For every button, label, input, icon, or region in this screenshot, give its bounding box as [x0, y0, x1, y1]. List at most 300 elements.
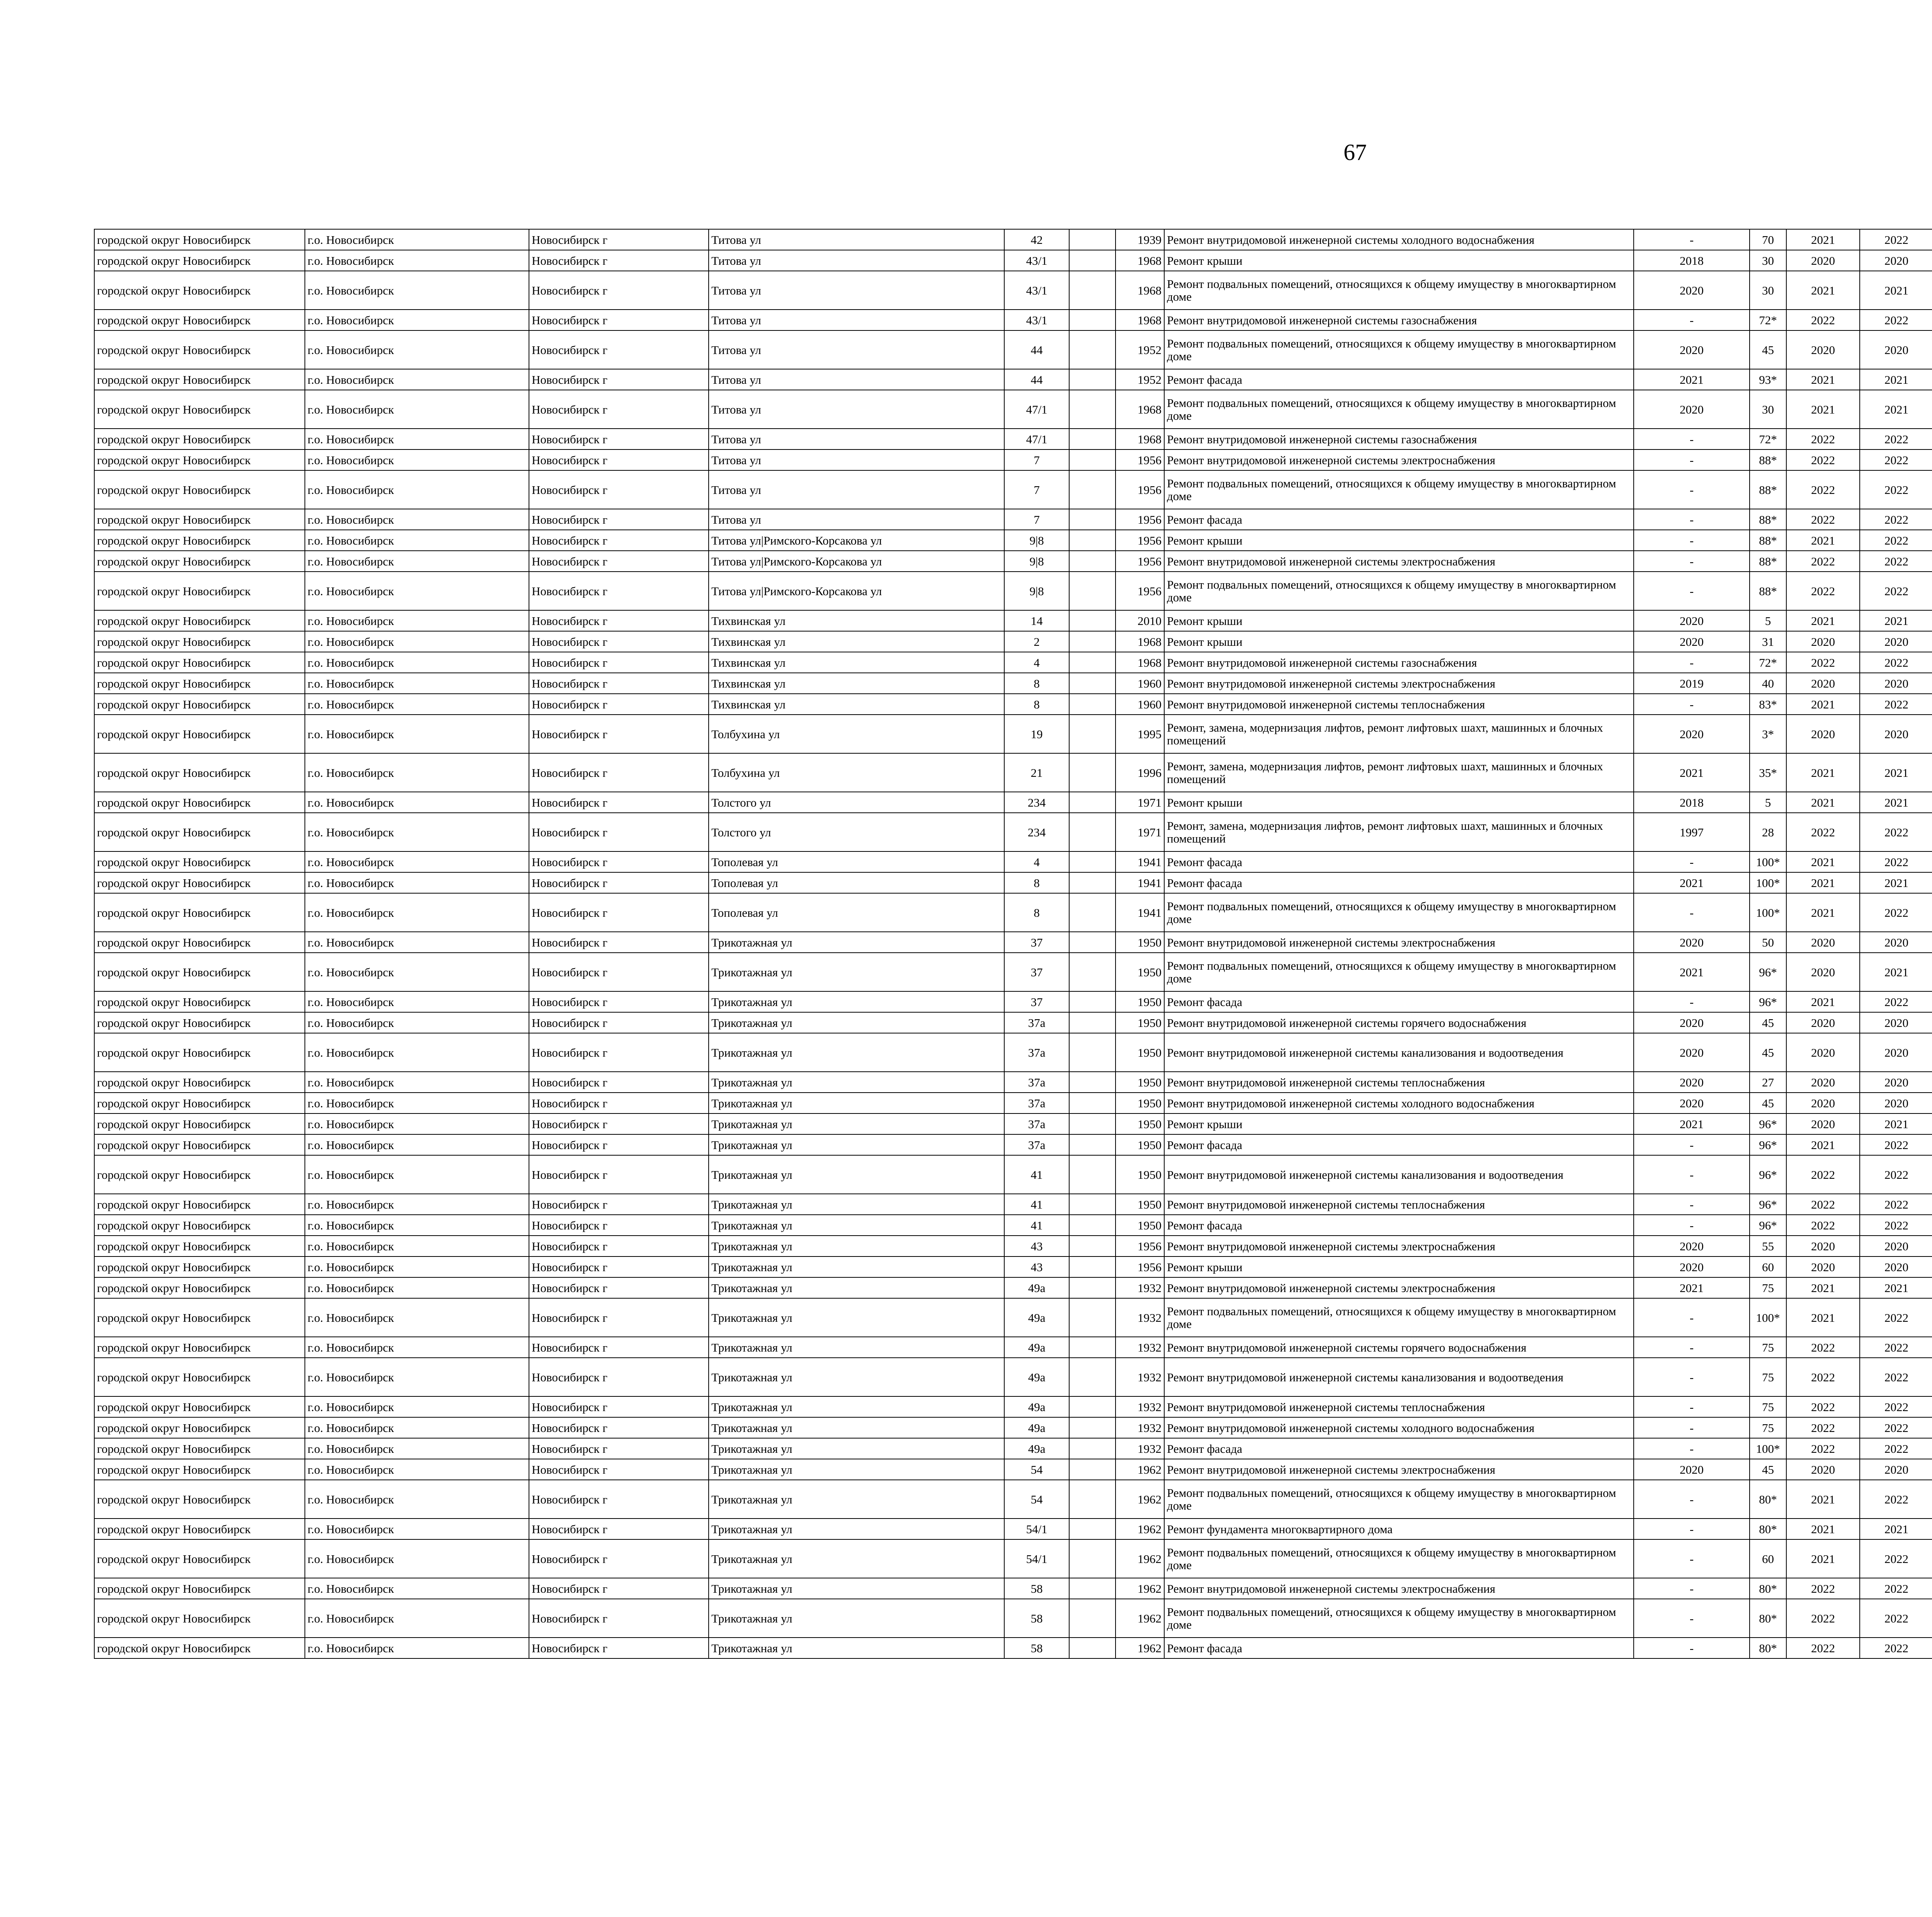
cell-plan-end-year: 2021	[1860, 953, 1932, 991]
cell-last-repair-year: 2020	[1634, 330, 1750, 369]
cell-plan-end-year: 2020	[1860, 932, 1932, 953]
cell-plan-end-year: 2022	[1860, 1599, 1932, 1638]
cell-work-type: Ремонт внутридомовой инженерной системы холодного водоснабжения	[1164, 1417, 1634, 1438]
cell-plan-end-year: 2022	[1860, 991, 1932, 1012]
cell-city: Новосибирск г	[529, 792, 709, 813]
cell-year-built: 1952	[1116, 369, 1164, 390]
cell-street: Тихвинская ул	[709, 652, 1004, 673]
cell-house-number: 9|8	[1004, 572, 1069, 610]
cell-wear-percent: 96*	[1750, 991, 1786, 1012]
table-row	[94, 369, 1932, 390]
cell-year-built: 1956	[1116, 551, 1164, 572]
cell-street: Тихвинская ул	[709, 631, 1004, 652]
cell-plan-end-year: 2022	[1860, 813, 1932, 851]
cell-work-type: Ремонт внутридомовой инженерной системы холодного водоснабжения	[1164, 1093, 1634, 1113]
cell-last-repair-year: -	[1634, 1134, 1750, 1155]
cell-municipality: городской округ Новосибирск	[94, 893, 305, 932]
cell-city: Новосибирск г	[529, 1215, 709, 1236]
cell-wear-percent: 45	[1750, 330, 1786, 369]
cell-building	[1069, 1298, 1116, 1337]
table-row	[94, 1113, 1932, 1134]
cell-street: Трикотажная ул	[709, 1215, 1004, 1236]
cell-building	[1069, 530, 1116, 551]
cell-settlement-district: г.о. Новосибирск	[305, 1236, 529, 1256]
cell-city: Новосибирск г	[529, 610, 709, 631]
cell-wear-percent: 96*	[1750, 1194, 1786, 1215]
cell-work-type: Ремонт внутридомовой инженерной системы электроснабжения	[1164, 551, 1634, 572]
cell-year-built: 1960	[1116, 694, 1164, 715]
cell-municipality: городской округ Новосибирск	[94, 470, 305, 509]
table-row	[94, 1599, 1932, 1638]
cell-settlement-district: г.о. Новосибирск	[305, 310, 529, 330]
cell-municipality: городской округ Новосибирск	[94, 932, 305, 953]
cell-plan-start-year: 2022	[1786, 470, 1860, 509]
cell-city: Новосибирск г	[529, 753, 709, 792]
cell-settlement-district: г.о. Новосибирск	[305, 429, 529, 449]
cell-last-repair-year: 1997	[1634, 813, 1750, 851]
cell-street: Титова ул	[709, 449, 1004, 470]
table-row	[94, 1155, 1932, 1194]
cell-year-built: 1932	[1116, 1277, 1164, 1298]
cell-house-number: 49а	[1004, 1298, 1069, 1337]
cell-settlement-district: г.о. Новосибирск	[305, 1459, 529, 1480]
cell-plan-end-year: 2022	[1860, 551, 1932, 572]
cell-municipality: городской округ Новосибирск	[94, 250, 305, 271]
table-row	[94, 1638, 1932, 1658]
cell-house-number: 43/1	[1004, 250, 1069, 271]
cell-year-built: 1950	[1116, 1194, 1164, 1215]
cell-settlement-district: г.о. Новосибирск	[305, 1277, 529, 1298]
cell-city: Новосибирск г	[529, 390, 709, 429]
cell-last-repair-year: -	[1634, 1358, 1750, 1396]
cell-house-number: 4	[1004, 851, 1069, 872]
cell-city: Новосибирск г	[529, 1256, 709, 1277]
cell-municipality: городской округ Новосибирск	[94, 1298, 305, 1337]
cell-work-type: Ремонт фасада	[1164, 509, 1634, 530]
cell-wear-percent: 88*	[1750, 572, 1786, 610]
cell-year-built: 1956	[1116, 1236, 1164, 1256]
cell-settlement-district: г.о. Новосибирск	[305, 1256, 529, 1277]
cell-last-repair-year: -	[1634, 1638, 1750, 1658]
cell-last-repair-year: -	[1634, 991, 1750, 1012]
cell-year-built: 1962	[1116, 1519, 1164, 1539]
cell-municipality: городской округ Новосибирск	[94, 1033, 305, 1072]
cell-settlement-district: г.о. Новосибирск	[305, 813, 529, 851]
table-row	[94, 1134, 1932, 1155]
cell-municipality: городской округ Новосибирск	[94, 1578, 305, 1599]
cell-plan-start-year: 2021	[1786, 694, 1860, 715]
table-row	[94, 753, 1932, 792]
cell-last-repair-year: 2020	[1634, 715, 1750, 753]
cell-settlement-district: г.о. Новосибирск	[305, 631, 529, 652]
cell-last-repair-year: 2021	[1634, 1113, 1750, 1134]
cell-house-number: 37	[1004, 991, 1069, 1012]
cell-building	[1069, 1033, 1116, 1072]
cell-street: Тихвинская ул	[709, 694, 1004, 715]
cell-wear-percent: 100*	[1750, 893, 1786, 932]
cell-street: Толбухина ул	[709, 715, 1004, 753]
table-row	[94, 1337, 1932, 1358]
cell-year-built: 1962	[1116, 1459, 1164, 1480]
cell-municipality: городской округ Новосибирск	[94, 1358, 305, 1396]
table-row	[94, 694, 1932, 715]
cell-municipality: городской округ Новосибирск	[94, 1134, 305, 1155]
cell-year-built: 1962	[1116, 1578, 1164, 1599]
cell-plan-end-year: 2021	[1860, 271, 1932, 310]
cell-work-type: Ремонт подвальных помещений, относящихся к общему имуществу в многоквартирном доме	[1164, 470, 1634, 509]
cell-plan-start-year: 2020	[1786, 250, 1860, 271]
cell-plan-end-year: 2022	[1860, 851, 1932, 872]
cell-building	[1069, 1256, 1116, 1277]
cell-house-number: 49а	[1004, 1417, 1069, 1438]
cell-municipality: городской округ Новосибирск	[94, 652, 305, 673]
cell-settlement-district: г.о. Новосибирск	[305, 271, 529, 310]
table-row	[94, 572, 1932, 610]
cell-plan-start-year: 2022	[1786, 1417, 1860, 1438]
cell-work-type: Ремонт подвальных помещений, относящихся к общему имуществу в многоквартирном доме	[1164, 390, 1634, 429]
cell-plan-end-year: 2020	[1860, 1236, 1932, 1256]
table-row	[94, 449, 1932, 470]
cell-street: Трикотажная ул	[709, 1155, 1004, 1194]
cell-plan-end-year: 2022	[1860, 694, 1932, 715]
cell-city: Новосибирск г	[529, 229, 709, 250]
cell-settlement-district: г.о. Новосибирск	[305, 390, 529, 429]
cell-work-type: Ремонт внутридомовой инженерной системы горячего водоснабжения	[1164, 1012, 1634, 1033]
cell-wear-percent: 55	[1750, 1236, 1786, 1256]
cell-building	[1069, 932, 1116, 953]
cell-municipality: городской округ Новосибирск	[94, 551, 305, 572]
cell-last-repair-year: 2021	[1634, 872, 1750, 893]
cell-street: Трикотажная ул	[709, 1256, 1004, 1277]
cell-plan-end-year: 2022	[1860, 1134, 1932, 1155]
cell-city: Новосибирск г	[529, 1277, 709, 1298]
cell-street: Трикотажная ул	[709, 1396, 1004, 1417]
cell-house-number: 8	[1004, 673, 1069, 694]
cell-wear-percent: 45	[1750, 1093, 1786, 1113]
cell-plan-start-year: 2022	[1786, 449, 1860, 470]
cell-street: Тополевая ул	[709, 893, 1004, 932]
cell-wear-percent: 75	[1750, 1417, 1786, 1438]
cell-building	[1069, 390, 1116, 429]
cell-street: Тихвинская ул	[709, 610, 1004, 631]
cell-last-repair-year: -	[1634, 449, 1750, 470]
cell-house-number: 9|8	[1004, 551, 1069, 572]
cell-work-type: Ремонт фасада	[1164, 851, 1634, 872]
cell-building	[1069, 1459, 1116, 1480]
cell-municipality: городской округ Новосибирск	[94, 1155, 305, 1194]
cell-building	[1069, 813, 1116, 851]
cell-work-type: Ремонт подвальных помещений, относящихся к общему имуществу в многоквартирном доме	[1164, 1480, 1634, 1519]
cell-plan-start-year: 2021	[1786, 1277, 1860, 1298]
cell-settlement-district: г.о. Новосибирск	[305, 1358, 529, 1396]
cell-plan-start-year: 2022	[1786, 1215, 1860, 1236]
table-row	[94, 610, 1932, 631]
cell-settlement-district: г.о. Новосибирск	[305, 1539, 529, 1578]
cell-plan-end-year: 2022	[1860, 572, 1932, 610]
cell-last-repair-year: 2020	[1634, 1236, 1750, 1256]
cell-municipality: городской округ Новосибирск	[94, 310, 305, 330]
cell-work-type: Ремонт внутридомовой инженерной системы электроснабжения	[1164, 932, 1634, 953]
cell-last-repair-year: -	[1634, 1578, 1750, 1599]
cell-settlement-district: г.о. Новосибирск	[305, 1134, 529, 1155]
cell-last-repair-year: -	[1634, 530, 1750, 551]
cell-year-built: 1995	[1116, 715, 1164, 753]
cell-building	[1069, 509, 1116, 530]
table-row	[94, 1459, 1932, 1480]
cell-city: Новосибирск г	[529, 1134, 709, 1155]
cell-house-number: 58	[1004, 1578, 1069, 1599]
cell-building	[1069, 1277, 1116, 1298]
cell-plan-end-year: 2020	[1860, 1459, 1932, 1480]
cell-building	[1069, 271, 1116, 310]
cell-wear-percent: 80*	[1750, 1578, 1786, 1599]
cell-plan-start-year: 2021	[1786, 1519, 1860, 1539]
cell-city: Новосибирск г	[529, 1396, 709, 1417]
cell-wear-percent: 88*	[1750, 509, 1786, 530]
cell-work-type: Ремонт внутридомовой инженерной системы газоснабжения	[1164, 652, 1634, 673]
cell-plan-start-year: 2022	[1786, 310, 1860, 330]
cell-last-repair-year: 2020	[1634, 631, 1750, 652]
cell-last-repair-year: -	[1634, 1438, 1750, 1459]
cell-street: Трикотажная ул	[709, 1072, 1004, 1093]
cell-house-number: 49а	[1004, 1337, 1069, 1358]
cell-street: Титова ул	[709, 470, 1004, 509]
page-number: 67	[1344, 140, 1367, 165]
cell-plan-end-year: 2022	[1860, 1337, 1932, 1358]
cell-city: Новосибирск г	[529, 1155, 709, 1194]
cell-city: Новосибирск г	[529, 1417, 709, 1438]
cell-last-repair-year: -	[1634, 429, 1750, 449]
cell-wear-percent: 88*	[1750, 449, 1786, 470]
cell-year-built: 1956	[1116, 1256, 1164, 1277]
table-row	[94, 1519, 1932, 1539]
cell-last-repair-year: 2020	[1634, 1033, 1750, 1072]
table-row	[94, 673, 1932, 694]
cell-building	[1069, 330, 1116, 369]
table-row	[94, 470, 1932, 509]
cell-house-number: 47/1	[1004, 390, 1069, 429]
table-row	[94, 893, 1932, 932]
cell-wear-percent: 72*	[1750, 310, 1786, 330]
cell-work-type: Ремонт подвальных помещений, относящихся к общему имуществу в многоквартирном доме	[1164, 1539, 1634, 1578]
cell-house-number: 234	[1004, 792, 1069, 813]
table-row	[94, 1277, 1932, 1298]
cell-wear-percent: 40	[1750, 673, 1786, 694]
cell-plan-end-year: 2020	[1860, 1033, 1932, 1072]
cell-building	[1069, 470, 1116, 509]
cell-street: Трикотажная ул	[709, 1033, 1004, 1072]
cell-house-number: 7	[1004, 509, 1069, 530]
cell-last-repair-year: -	[1634, 551, 1750, 572]
cell-municipality: городской округ Новосибирск	[94, 1417, 305, 1438]
cell-plan-end-year: 2020	[1860, 250, 1932, 271]
cell-year-built: 1932	[1116, 1337, 1164, 1358]
cell-house-number: 54	[1004, 1459, 1069, 1480]
cell-year-built: 1950	[1116, 1134, 1164, 1155]
cell-house-number: 43	[1004, 1256, 1069, 1277]
cell-wear-percent: 75	[1750, 1337, 1786, 1358]
cell-municipality: городской округ Новосибирск	[94, 1113, 305, 1134]
cell-settlement-district: г.о. Новосибирск	[305, 1337, 529, 1358]
cell-plan-end-year: 2020	[1860, 330, 1932, 369]
cell-city: Новосибирск г	[529, 872, 709, 893]
cell-wear-percent: 93*	[1750, 369, 1786, 390]
cell-year-built: 1950	[1116, 1155, 1164, 1194]
cell-city: Новосибирск г	[529, 694, 709, 715]
cell-work-type: Ремонт фасада	[1164, 872, 1634, 893]
cell-municipality: городской округ Новосибирск	[94, 1236, 305, 1256]
cell-building	[1069, 715, 1116, 753]
cell-settlement-district: г.о. Новосибирск	[305, 1093, 529, 1113]
cell-street: Трикотажная ул	[709, 1519, 1004, 1539]
cell-house-number: 7	[1004, 470, 1069, 509]
cell-wear-percent: 96*	[1750, 1113, 1786, 1134]
cell-settlement-district: г.о. Новосибирск	[305, 1599, 529, 1638]
cell-building	[1069, 1093, 1116, 1113]
cell-plan-end-year: 2022	[1860, 652, 1932, 673]
cell-plan-end-year: 2022	[1860, 229, 1932, 250]
cell-work-type: Ремонт крыши	[1164, 1256, 1634, 1277]
cell-street: Тополевая ул	[709, 872, 1004, 893]
cell-plan-start-year: 2020	[1786, 631, 1860, 652]
cell-city: Новосибирск г	[529, 429, 709, 449]
cell-plan-start-year: 2021	[1786, 893, 1860, 932]
cell-house-number: 8	[1004, 893, 1069, 932]
cell-plan-end-year: 2020	[1860, 673, 1932, 694]
cell-municipality: городской округ Новосибирск	[94, 1277, 305, 1298]
cell-building	[1069, 851, 1116, 872]
cell-year-built: 1968	[1116, 250, 1164, 271]
cell-municipality: городской округ Новосибирск	[94, 1072, 305, 1093]
cell-plan-start-year: 2021	[1786, 851, 1860, 872]
cell-plan-end-year: 2022	[1860, 1155, 1932, 1194]
cell-wear-percent: 50	[1750, 932, 1786, 953]
table-row	[94, 1358, 1932, 1396]
cell-city: Новосибирск г	[529, 530, 709, 551]
cell-settlement-district: г.о. Новосибирск	[305, 1072, 529, 1093]
cell-last-repair-year: 2021	[1634, 953, 1750, 991]
cell-city: Новосибирск г	[529, 572, 709, 610]
cell-building	[1069, 551, 1116, 572]
cell-work-type: Ремонт внутридомовой инженерной системы газоснабжения	[1164, 310, 1634, 330]
cell-last-repair-year: -	[1634, 1155, 1750, 1194]
cell-plan-end-year: 2022	[1860, 1396, 1932, 1417]
table-row	[94, 229, 1932, 250]
cell-plan-start-year: 2022	[1786, 1438, 1860, 1459]
cell-work-type: Ремонт внутридомовой инженерной системы электроснабжения	[1164, 1236, 1634, 1256]
cell-city: Новосибирск г	[529, 631, 709, 652]
cell-last-repair-year: -	[1634, 694, 1750, 715]
cell-settlement-district: г.о. Новосибирск	[305, 250, 529, 271]
cell-year-built: 1968	[1116, 652, 1164, 673]
cell-house-number: 58	[1004, 1599, 1069, 1638]
cell-house-number: 44	[1004, 330, 1069, 369]
cell-street: Трикотажная ул	[709, 1277, 1004, 1298]
cell-year-built: 1960	[1116, 673, 1164, 694]
cell-work-type: Ремонт крыши	[1164, 530, 1634, 551]
table-row	[94, 1093, 1932, 1113]
table-row	[94, 1539, 1932, 1578]
cell-city: Новосибирск г	[529, 1358, 709, 1396]
table-row	[94, 1298, 1932, 1337]
cell-plan-start-year: 2021	[1786, 753, 1860, 792]
cell-street: Титова ул	[709, 310, 1004, 330]
cell-plan-start-year: 2020	[1786, 1072, 1860, 1093]
cell-plan-end-year: 2022	[1860, 1539, 1932, 1578]
cell-house-number: 49а	[1004, 1438, 1069, 1459]
cell-municipality: городской округ Новосибирск	[94, 330, 305, 369]
cell-city: Новосибирск г	[529, 1337, 709, 1358]
cell-wear-percent: 83*	[1750, 694, 1786, 715]
cell-city: Новосибирск г	[529, 1459, 709, 1480]
cell-street: Титова ул	[709, 250, 1004, 271]
cell-plan-start-year: 2020	[1786, 673, 1860, 694]
cell-work-type: Ремонт фасада	[1164, 369, 1634, 390]
cell-street: Титова ул	[709, 229, 1004, 250]
cell-year-built: 1971	[1116, 792, 1164, 813]
cell-plan-end-year: 2022	[1860, 1638, 1932, 1658]
cell-wear-percent: 3*	[1750, 715, 1786, 753]
cell-year-built: 1962	[1116, 1638, 1164, 1658]
cell-city: Новосибирск г	[529, 310, 709, 330]
cell-building	[1069, 673, 1116, 694]
cell-house-number: 43/1	[1004, 310, 1069, 330]
cell-city: Новосибирск г	[529, 893, 709, 932]
cell-street: Трикотажная ул	[709, 1578, 1004, 1599]
cell-city: Новосибирск г	[529, 330, 709, 369]
cell-work-type: Ремонт фундамента многоквартирного дома	[1164, 1519, 1634, 1539]
cell-house-number: 14	[1004, 610, 1069, 631]
cell-settlement-district: г.о. Новосибирск	[305, 893, 529, 932]
cell-house-number: 37а	[1004, 1012, 1069, 1033]
cell-street: Трикотажная ул	[709, 1638, 1004, 1658]
cell-year-built: 1932	[1116, 1396, 1164, 1417]
cell-work-type: Ремонт фасада	[1164, 991, 1634, 1012]
cell-plan-start-year: 2022	[1786, 813, 1860, 851]
cell-municipality: городской округ Новосибирск	[94, 271, 305, 310]
cell-work-type: Ремонт подвальных помещений, относящихся к общему имуществу в многоквартирном доме	[1164, 330, 1634, 369]
cell-plan-end-year: 2022	[1860, 893, 1932, 932]
cell-year-built: 1950	[1116, 932, 1164, 953]
cell-last-repair-year: -	[1634, 229, 1750, 250]
cell-year-built: 1956	[1116, 470, 1164, 509]
cell-street: Трикотажная ул	[709, 991, 1004, 1012]
cell-building	[1069, 1417, 1116, 1438]
cell-city: Новосибирск г	[529, 932, 709, 953]
cell-work-type: Ремонт внутридомовой инженерной системы канализования и водоотведения	[1164, 1358, 1634, 1396]
cell-year-built: 1956	[1116, 530, 1164, 551]
cell-street: Толстого ул	[709, 813, 1004, 851]
cell-wear-percent: 5	[1750, 610, 1786, 631]
cell-street: Трикотажная ул	[709, 1194, 1004, 1215]
cell-house-number: 47/1	[1004, 429, 1069, 449]
cell-work-type: Ремонт подвальных помещений, относящихся к общему имуществу в многоквартирном доме	[1164, 953, 1634, 991]
cell-plan-end-year: 2021	[1860, 1277, 1932, 1298]
cell-work-type: Ремонт внутридомовой инженерной системы газоснабжения	[1164, 429, 1634, 449]
cell-wear-percent: 96*	[1750, 953, 1786, 991]
cell-street: Трикотажная ул	[709, 1480, 1004, 1519]
cell-street: Толстого ул	[709, 792, 1004, 813]
cell-building	[1069, 310, 1116, 330]
cell-settlement-district: г.о. Новосибирск	[305, 509, 529, 530]
cell-settlement-district: г.о. Новосибирск	[305, 652, 529, 673]
cell-city: Новосибирск г	[529, 1298, 709, 1337]
cell-municipality: городской округ Новосибирск	[94, 429, 305, 449]
cell-year-built: 1956	[1116, 509, 1164, 530]
cell-year-built: 1968	[1116, 310, 1164, 330]
cell-city: Новосибирск г	[529, 271, 709, 310]
cell-street: Титова ул|Римского-Корсакова ул	[709, 572, 1004, 610]
